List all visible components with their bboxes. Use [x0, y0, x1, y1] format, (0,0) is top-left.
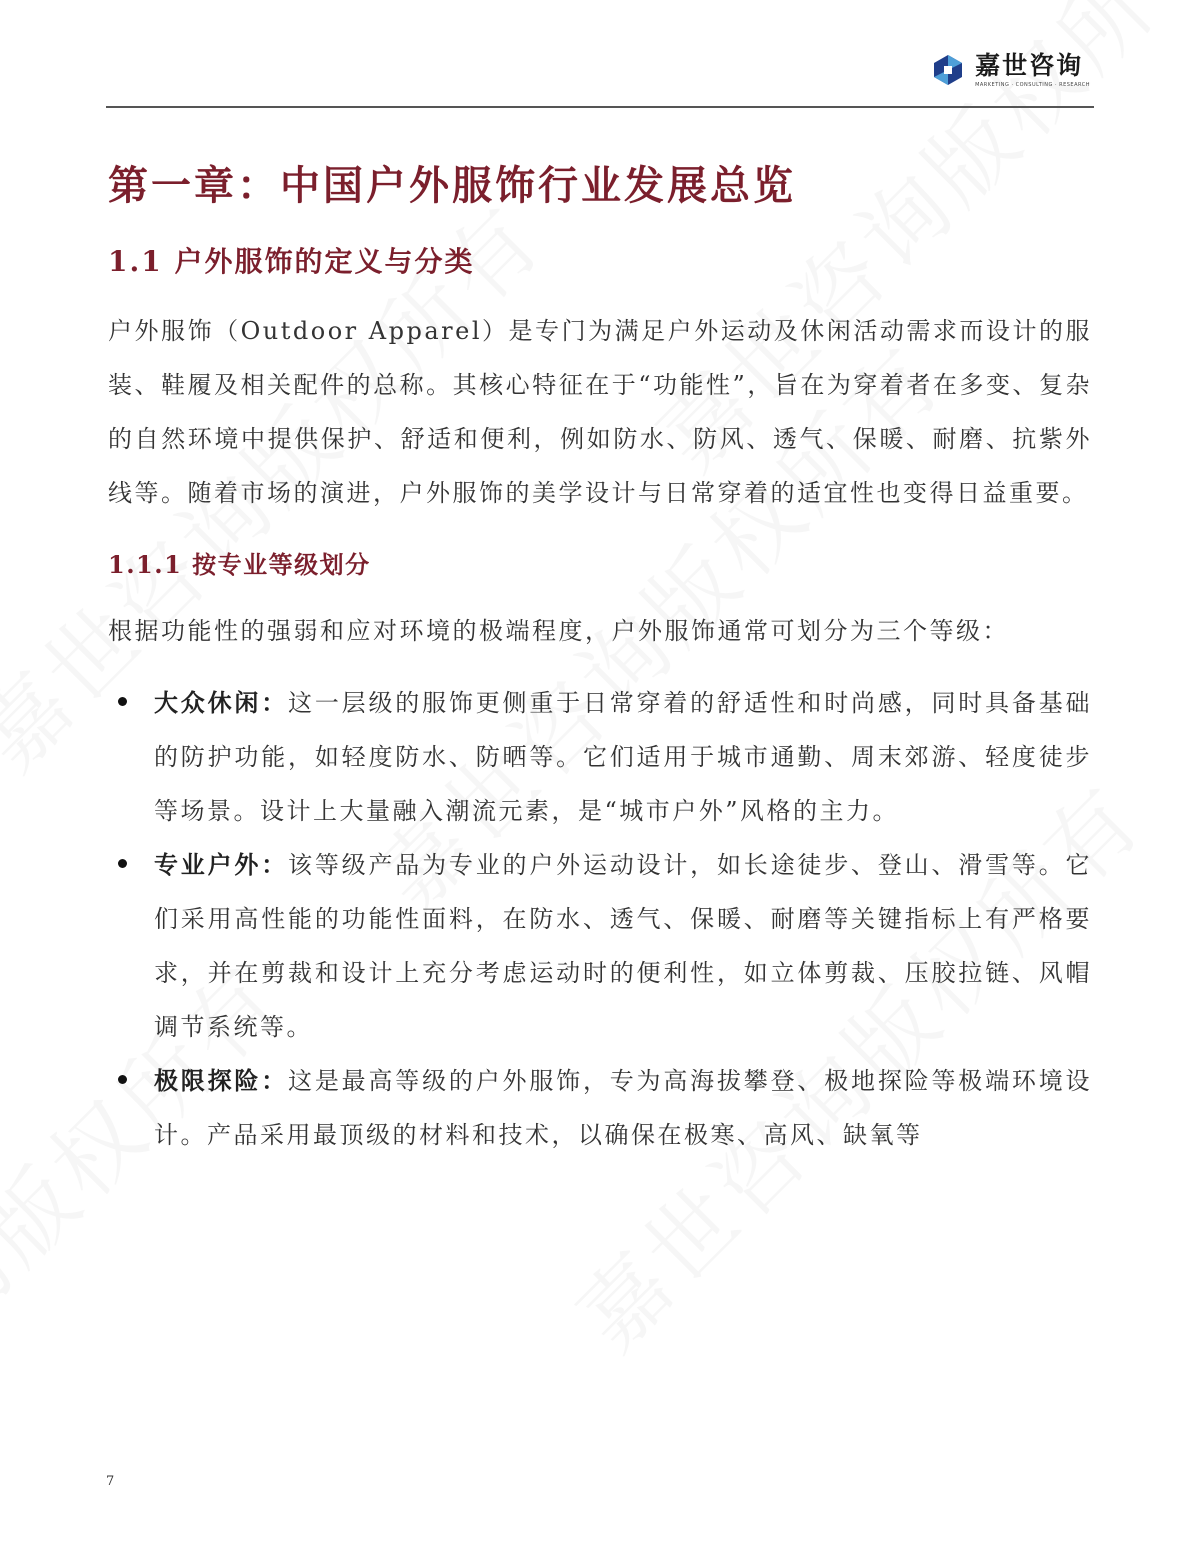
level-list: [108, 676, 1092, 1162]
level-term: 大众休闲：: [154, 688, 289, 717]
bullet-icon: [118, 1075, 127, 1084]
logo-wordmark: 嘉世咨询: [975, 51, 1084, 80]
level-description: 该等级产品为专业的户外运动设计，如长途徒步、登山、滑雪等。它们采用高性能的功能性面料，在防水、透气、保暖、耐磨等关键指标上有严格要求，并在剪裁和设计上充分考虑运动时的便利性，如立体剪裁、压胶拉链、风帽调节系统等。: [154, 851, 1093, 1041]
page-content: [108, 150, 1092, 1162]
company-logo: [931, 52, 1090, 88]
definition-paragraph: 户外服饰（Outdoor Apparel）是专门为满足户外运动及休闲活动需求而设计的服装、鞋履及相关配件的总称。其核心特征在于“功能性”，旨在为穿着者在多变、复杂的自然环境中提供保护、舒适和便利，例如防水、防风、透气、保暖、耐磨、抗紫外线等。随着市场的演进，户外服饰的美学设计与日常穿着的适宜性也变得日益重要。: [108, 317, 1092, 507]
level-description: 这一层级的服饰更侧重于日常穿着的舒适性和时尚感，同时具备基础的防护功能，如轻度防水、防晒等。它们适用于城市通勤、周末郊游、轻度徒步等场景。设计上大量融入潮流元素，是“城市户外”风格的主力。: [154, 689, 1093, 825]
bullet-icon: [118, 859, 127, 868]
logo-mark-icon: [931, 53, 965, 87]
chapter-title: 第一章：中国户外服饰行业发展总览: [108, 162, 796, 209]
page-header: [106, 40, 1094, 108]
level-term: 极限探险：: [154, 1066, 289, 1095]
list-item: [108, 838, 1092, 1054]
level-description: 这是最高等级的户外服饰，专为高海拔攀登、极地探险等极端环境设计。产品采用最顶级的材料和技术，以确保在极寒、高风、缺氧等: [154, 1067, 1093, 1149]
logo-tagline: MARKETING · CONSULTING · RESEARCH: [975, 82, 1090, 88]
section-title: 1.1 户外服饰的定义与分类: [108, 245, 475, 278]
intro-paragraph: 根据功能性的强弱和应对环境的极端程度，户外服饰通常可划分为三个等级：: [108, 617, 1009, 645]
list-item: [108, 1054, 1092, 1162]
page-number: 7: [106, 1474, 115, 1489]
level-term: 专业户外：: [154, 850, 289, 879]
bullet-icon: [118, 697, 127, 706]
list-item: [108, 676, 1092, 838]
subsection-title: 1.1.1 按专业等级划分: [108, 550, 371, 579]
